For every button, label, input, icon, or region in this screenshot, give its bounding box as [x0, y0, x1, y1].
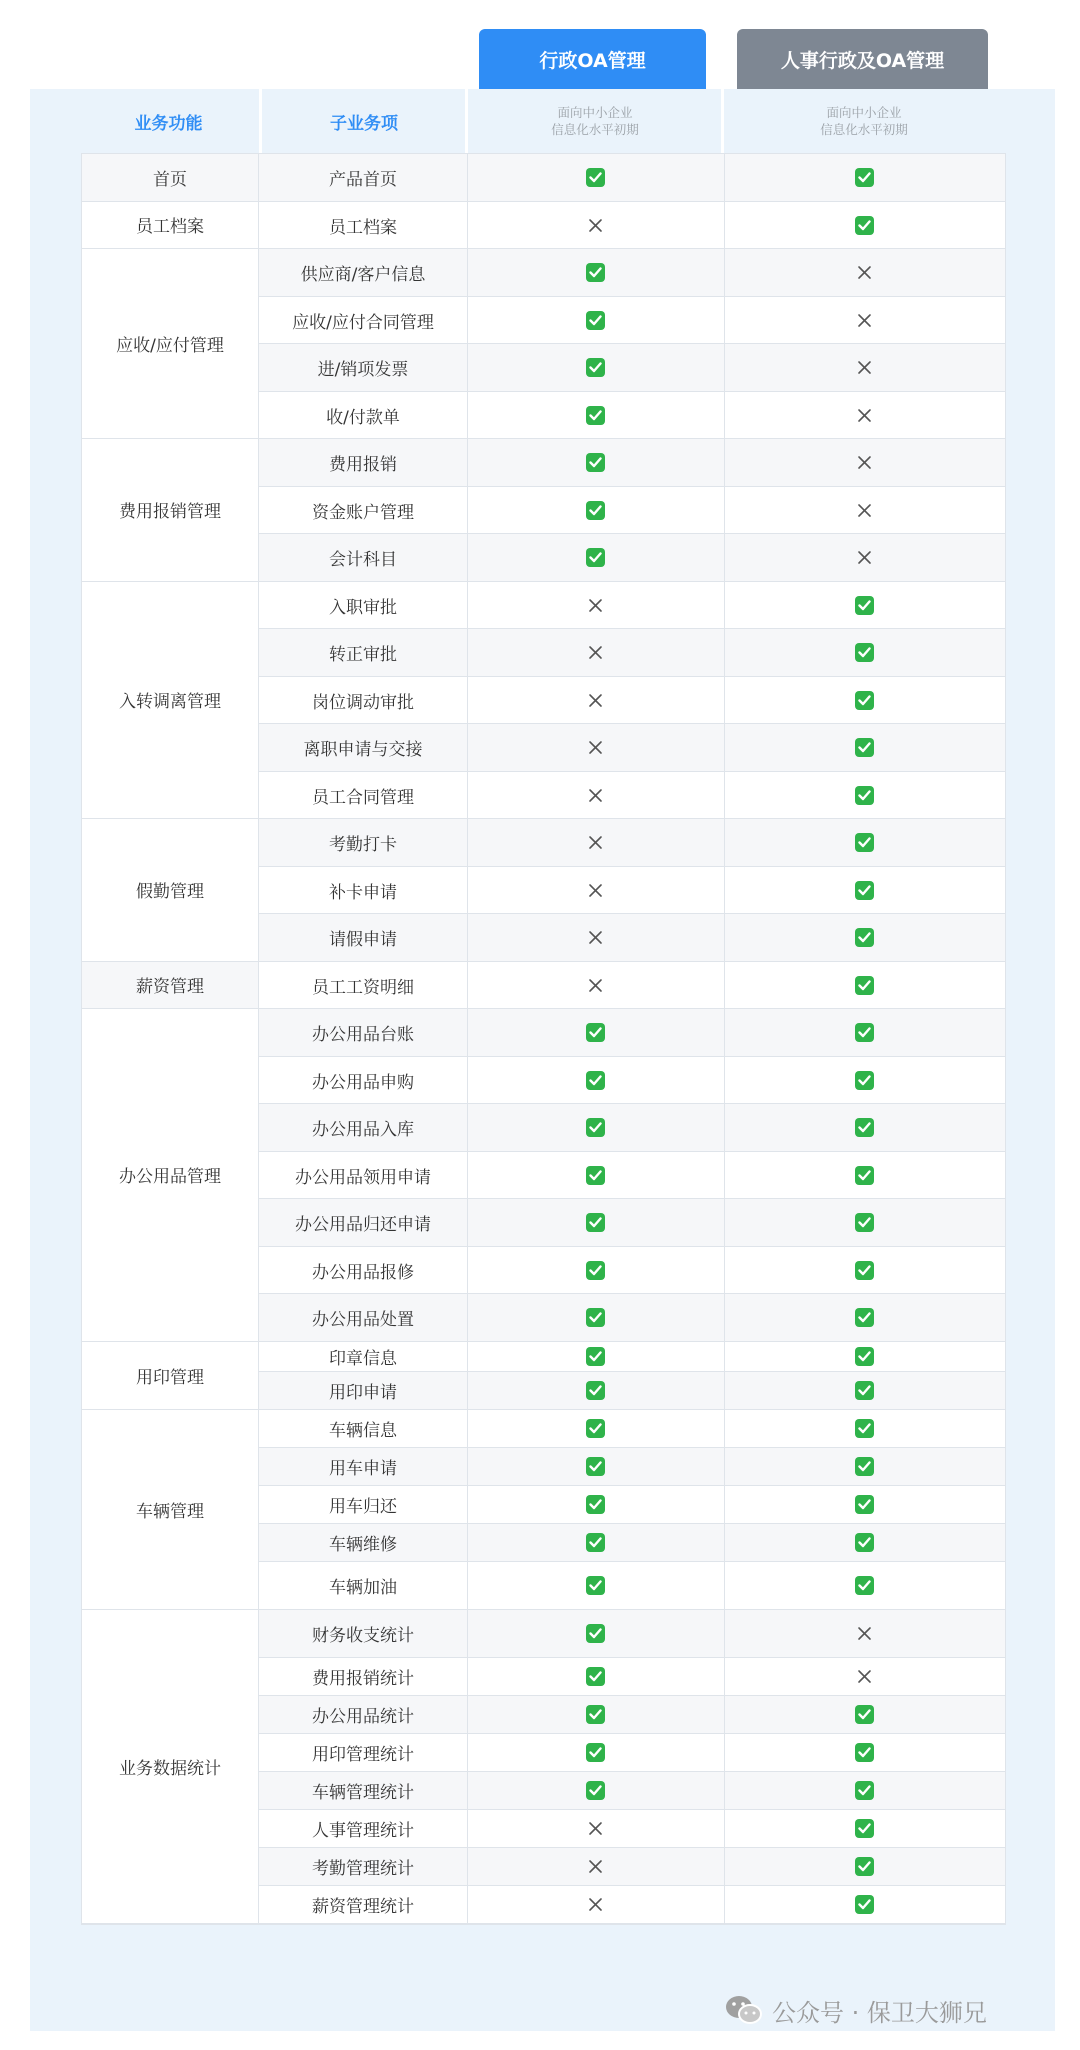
check-icon — [855, 833, 874, 852]
group-label: 薪资管理 — [82, 962, 259, 1010]
table-row — [259, 914, 1005, 962]
plan-2-support — [724, 1009, 1005, 1057]
plan-2-support — [724, 1848, 1005, 1886]
sub-item-label: 车辆加油 — [329, 1578, 397, 1598]
plan-1-support — [467, 1448, 724, 1486]
check-icon — [855, 1781, 874, 1800]
check-icon — [855, 1457, 874, 1476]
plan-1-support — [467, 1410, 724, 1448]
group-label: 首页 — [82, 154, 259, 202]
plan-1-support — [467, 1886, 724, 1924]
table-row — [259, 629, 1005, 677]
plan-2-support — [724, 249, 1005, 297]
plan-2-support — [724, 819, 1005, 867]
plan-1-support — [467, 677, 724, 725]
cross-icon — [588, 1859, 603, 1874]
sub-item-label: 办公用品统计 — [312, 1707, 414, 1727]
plan-1-support — [467, 962, 724, 1010]
plan-2-support — [724, 1448, 1005, 1486]
cross-icon — [588, 693, 603, 708]
header-function: 业务功能 — [134, 113, 203, 134]
sub-item-label: 费用报销 — [329, 455, 397, 476]
table-row — [259, 582, 1005, 630]
check-icon — [586, 1495, 605, 1514]
check-icon — [586, 1023, 605, 1042]
plan-1-support — [467, 1562, 724, 1610]
check-icon — [586, 1781, 605, 1800]
sub-item-label: 考勤打卡 — [329, 835, 397, 856]
sub-item-label: 财务收支统计 — [312, 1626, 414, 1646]
plan-2-support — [724, 1342, 1005, 1372]
check-icon — [586, 1308, 605, 1327]
check-icon — [586, 1118, 605, 1137]
table-row — [259, 1848, 1005, 1886]
watermark — [724, 1990, 1064, 2030]
table-row — [259, 1810, 1005, 1848]
plan-2-support — [724, 1104, 1005, 1152]
cross-icon — [588, 1897, 603, 1912]
check-icon — [586, 1261, 605, 1280]
plan-2-note-line2: 信息化水平初期 — [820, 122, 908, 137]
sub-item-label: 请假申请 — [329, 930, 397, 951]
plan-1-support — [467, 819, 724, 867]
check-icon — [855, 881, 874, 900]
plan-1-support — [467, 439, 724, 487]
table-row — [259, 1772, 1005, 1810]
sub-item-label: 用印申请 — [329, 1383, 397, 1403]
tab-admin-oa[interactable] — [479, 29, 706, 89]
check-icon — [586, 1743, 605, 1762]
table-row — [259, 1410, 1005, 1448]
table-row — [259, 344, 1005, 392]
plan-2-support — [724, 1486, 1005, 1524]
plan-1-support — [467, 297, 724, 345]
sub-item-label: 用车归还 — [329, 1497, 397, 1517]
check-icon — [855, 1895, 874, 1914]
check-icon — [855, 1533, 874, 1552]
sub-item-label: 办公用品领用申请 — [295, 1167, 431, 1188]
sub-item-label: 员工工资明细 — [312, 977, 414, 998]
plan-1-support — [467, 249, 724, 297]
plan-2-support — [724, 962, 1005, 1010]
cross-icon — [588, 930, 603, 945]
cross-icon — [857, 265, 872, 280]
plan-1-support — [467, 1696, 724, 1734]
cross-icon — [588, 1821, 603, 1836]
check-icon — [855, 1261, 874, 1280]
plan-2-support — [724, 582, 1005, 630]
plan-1-note-line1: 面向中小企业 — [557, 105, 633, 120]
sub-item-label: 车辆维修 — [329, 1535, 397, 1555]
plan-2-support — [724, 1152, 1005, 1200]
plan-2-support — [724, 1734, 1005, 1772]
group-label: 假勤管理 — [82, 819, 259, 962]
plan-1-support — [467, 202, 724, 250]
sub-item-label: 员工档案 — [329, 217, 397, 238]
check-icon — [586, 358, 605, 377]
plan-1-support — [467, 392, 724, 440]
plan-1-support — [467, 1104, 724, 1152]
header-sub-item: 子业务项 — [330, 113, 398, 134]
check-icon — [586, 1213, 605, 1232]
cross-icon — [588, 883, 603, 898]
tab-admin-oa-label: 行政OA管理 — [539, 49, 646, 72]
sub-item-label: 车辆管理统计 — [312, 1783, 414, 1803]
check-icon — [855, 976, 874, 995]
sub-item-label: 进/销项发票 — [317, 360, 409, 381]
sub-item-label: 印章信息 — [329, 1349, 397, 1369]
group-label: 入转调离管理 — [82, 582, 259, 820]
plan-1-support — [467, 724, 724, 772]
table-row — [259, 962, 1005, 1010]
plan-1-support — [467, 344, 724, 392]
plan-2-support — [724, 344, 1005, 392]
plan-2-support — [724, 534, 1005, 582]
plan-2-support — [724, 677, 1005, 725]
plan-1-support — [467, 1057, 724, 1105]
check-icon — [855, 1743, 874, 1762]
check-icon — [586, 1166, 605, 1185]
table-row — [259, 677, 1005, 725]
table-row — [259, 487, 1005, 535]
check-icon — [855, 1071, 874, 1090]
table-row — [259, 867, 1005, 915]
plan-1-support — [467, 1734, 724, 1772]
wechat-icon — [724, 1994, 764, 2026]
plan-2-support — [724, 1294, 1005, 1342]
check-icon — [855, 1308, 874, 1327]
cross-icon — [857, 1626, 872, 1641]
check-icon — [855, 1118, 874, 1137]
plan-2-support — [724, 439, 1005, 487]
plan-2-support — [724, 202, 1005, 250]
check-icon — [855, 1023, 874, 1042]
sub-item-label: 补卡申请 — [329, 882, 397, 903]
plan-1-support — [467, 1486, 724, 1524]
cross-icon — [857, 503, 872, 518]
table-row — [259, 1562, 1005, 1610]
plan-2-support — [724, 487, 1005, 535]
table-row — [259, 439, 1005, 487]
plan-1-support — [467, 1152, 724, 1200]
check-icon — [586, 1457, 605, 1476]
plan-1-support — [467, 1524, 724, 1562]
plan-2-support — [724, 1810, 1005, 1848]
check-icon — [855, 738, 874, 757]
plan-2-support — [724, 1247, 1005, 1295]
sub-item-label: 薪资管理统计 — [312, 1897, 414, 1917]
check-icon — [586, 1576, 605, 1595]
table-row — [259, 1294, 1005, 1342]
sub-item-label: 办公用品报修 — [312, 1262, 414, 1283]
sub-item-label: 转正审批 — [329, 645, 397, 666]
cross-icon — [588, 835, 603, 850]
cross-icon — [857, 313, 872, 328]
plan-2-support — [724, 1524, 1005, 1562]
table-row — [259, 297, 1005, 345]
sub-item-label: 资金账户管理 — [312, 502, 414, 523]
check-icon — [586, 1533, 605, 1552]
group-label: 车辆管理 — [82, 1410, 259, 1610]
sub-item-label: 用印管理统计 — [312, 1745, 414, 1765]
check-icon — [855, 1857, 874, 1876]
table-row — [259, 1104, 1005, 1152]
table-row — [259, 724, 1005, 772]
table-row — [259, 534, 1005, 582]
table-row — [259, 1734, 1005, 1772]
plan-1-support — [467, 914, 724, 962]
table-row — [259, 1610, 1005, 1658]
check-icon — [855, 216, 874, 235]
check-icon — [855, 596, 874, 615]
plan-1-note-line2: 信息化水平初期 — [551, 122, 639, 137]
plan-1-support — [467, 487, 724, 535]
sub-item-label: 产品首页 — [329, 170, 397, 191]
plan-1-support — [467, 867, 724, 915]
plan-1-support — [467, 1009, 724, 1057]
table-row — [259, 1342, 1005, 1372]
cross-icon — [588, 978, 603, 993]
watermark-text: 公众号 · 保卫大狮兄 — [772, 1998, 987, 2027]
plan-2-support — [724, 1057, 1005, 1105]
check-icon — [586, 263, 605, 282]
cross-icon — [857, 550, 872, 565]
table-row — [259, 1886, 1005, 1924]
plan-1-support — [467, 1199, 724, 1247]
sub-item-label: 供应商/客户信息 — [300, 265, 426, 286]
column-divider — [467, 154, 468, 1924]
check-icon — [586, 1705, 605, 1724]
table-row — [259, 772, 1005, 820]
plan-1-support — [467, 1247, 724, 1295]
check-icon — [855, 786, 874, 805]
check-icon — [855, 691, 874, 710]
check-icon — [586, 1381, 605, 1400]
plan-1-support — [467, 629, 724, 677]
plan-2-support — [724, 1562, 1005, 1610]
table-row — [259, 819, 1005, 867]
group-label: 用印管理 — [82, 1342, 259, 1410]
sub-item-label: 考勤管理统计 — [312, 1859, 414, 1879]
plan-1-support — [467, 1772, 724, 1810]
plan-1-support — [467, 154, 724, 202]
plan-1-support — [467, 1342, 724, 1372]
plan-2-support — [724, 1696, 1005, 1734]
sub-item-label: 办公用品台账 — [312, 1025, 414, 1046]
tab-hr-admin-oa[interactable] — [737, 29, 988, 89]
table-row — [259, 1524, 1005, 1562]
cross-icon — [857, 455, 872, 470]
table-row — [259, 154, 1005, 202]
sub-item-label: 费用报销统计 — [312, 1669, 414, 1689]
plan-2-support — [724, 1658, 1005, 1696]
group-label: 办公用品管理 — [82, 1009, 259, 1342]
header-plan-2-note — [724, 89, 1004, 153]
cross-icon — [588, 788, 603, 803]
plan-1-support — [467, 1658, 724, 1696]
group-label: 应收/应付管理 — [82, 249, 259, 439]
check-icon — [586, 453, 605, 472]
table-row — [259, 1372, 1005, 1410]
plan-2-support — [724, 1199, 1005, 1247]
plan-1-support — [467, 1372, 724, 1410]
plan-2-support — [724, 154, 1005, 202]
table-row — [259, 1658, 1005, 1696]
check-icon — [855, 1347, 874, 1366]
cross-icon — [588, 218, 603, 233]
table-row — [259, 1696, 1005, 1734]
table-row — [259, 1199, 1005, 1247]
plan-1-support — [467, 1810, 724, 1848]
check-icon — [586, 1347, 605, 1366]
check-icon — [855, 1705, 874, 1724]
plan-2-support — [724, 724, 1005, 772]
check-icon — [586, 501, 605, 520]
table-row — [259, 392, 1005, 440]
sub-item-label: 离职申请与交接 — [303, 740, 423, 761]
check-icon — [855, 168, 874, 187]
plan-1-support — [467, 1848, 724, 1886]
cross-icon — [857, 360, 872, 375]
plan-2-support — [724, 1772, 1005, 1810]
plan-2-support — [724, 297, 1005, 345]
check-icon — [855, 1166, 874, 1185]
plan-1-support — [467, 582, 724, 630]
group-label: 员工档案 — [82, 202, 259, 250]
sub-item-label: 应收/应付合同管理 — [292, 312, 434, 333]
cross-icon — [588, 598, 603, 613]
check-icon — [586, 168, 605, 187]
check-icon — [855, 1381, 874, 1400]
check-icon — [586, 406, 605, 425]
sub-item-label: 入职审批 — [329, 597, 397, 618]
check-icon — [855, 643, 874, 662]
group-label: 业务数据统计 — [82, 1610, 259, 1924]
sub-item-label: 员工合同管理 — [312, 787, 414, 808]
check-icon — [855, 1419, 874, 1438]
plan-2-support — [724, 1886, 1005, 1924]
cross-icon — [588, 740, 603, 755]
plan-1-support — [467, 1610, 724, 1658]
sub-item-label: 办公用品入库 — [312, 1120, 414, 1141]
table-row — [259, 1057, 1005, 1105]
sub-item-label: 岗位调动审批 — [312, 692, 414, 713]
column-divider — [724, 154, 725, 1924]
check-icon — [586, 1419, 605, 1438]
plan-2-support — [724, 392, 1005, 440]
cross-icon — [857, 1669, 872, 1684]
check-icon — [586, 1667, 605, 1686]
sub-item-label: 收/付款单 — [326, 407, 400, 428]
check-icon — [855, 1819, 874, 1838]
check-icon — [586, 548, 605, 567]
header-plan-1-note — [466, 89, 724, 153]
sub-item-label: 车辆信息 — [329, 1421, 397, 1441]
table-row — [259, 1247, 1005, 1295]
tab-hr-admin-oa-label: 人事行政及OA管理 — [780, 49, 945, 72]
table-row — [259, 1448, 1005, 1486]
cross-icon — [588, 645, 603, 660]
sub-item-label: 办公用品归还申请 — [295, 1215, 431, 1236]
table-row — [259, 1152, 1005, 1200]
group-label: 费用报销管理 — [82, 439, 259, 582]
plan-1-support — [467, 772, 724, 820]
table-row — [259, 1009, 1005, 1057]
table-row — [259, 202, 1005, 250]
check-icon — [855, 1213, 874, 1232]
plan-2-support — [724, 1610, 1005, 1658]
check-icon — [586, 311, 605, 330]
check-icon — [586, 1071, 605, 1090]
sub-item-label: 办公用品处置 — [312, 1310, 414, 1331]
plan-2-support — [724, 867, 1005, 915]
plan-2-support — [724, 772, 1005, 820]
plan-1-support — [467, 534, 724, 582]
plan-2-note-line1: 面向中小企业 — [826, 105, 902, 120]
sub-item-label: 办公用品申购 — [312, 1072, 414, 1093]
sub-item-label: 人事管理统计 — [312, 1821, 414, 1841]
cross-icon — [857, 408, 872, 423]
check-icon — [855, 1495, 874, 1514]
check-icon — [855, 1576, 874, 1595]
table-row — [259, 249, 1005, 297]
sub-item-label: 用车申请 — [329, 1459, 397, 1479]
plan-2-support — [724, 629, 1005, 677]
check-icon — [586, 1624, 605, 1643]
feature-comparison-table — [81, 153, 1006, 1925]
plan-2-support — [724, 914, 1005, 962]
plan-1-support — [467, 1294, 724, 1342]
check-icon — [855, 928, 874, 947]
table-row — [259, 1486, 1005, 1524]
plan-2-support — [724, 1410, 1005, 1448]
sub-item-label: 会计科目 — [329, 550, 397, 571]
plan-2-support — [724, 1372, 1005, 1410]
